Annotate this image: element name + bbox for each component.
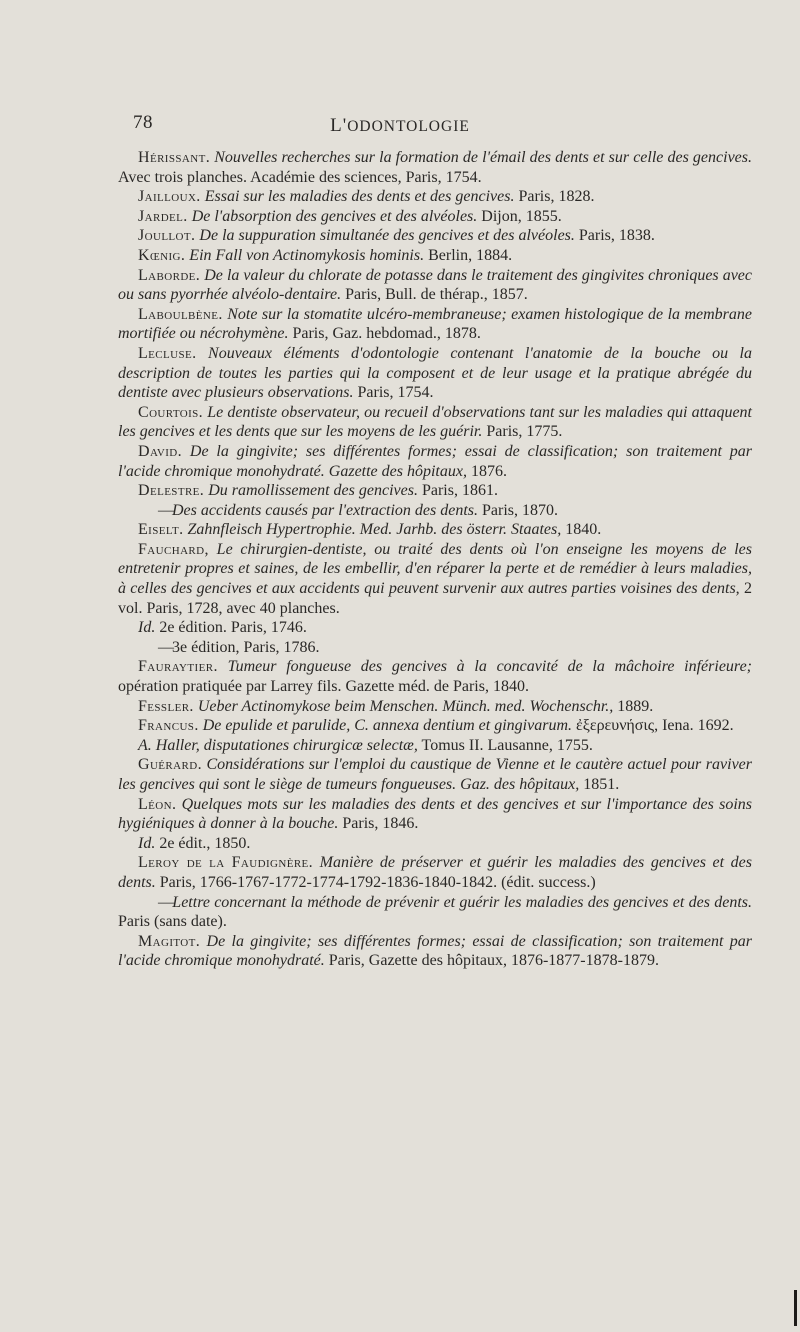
entry-author: Fauchard, <box>138 540 209 558</box>
bibliography-entry <box>118 755 752 794</box>
bibliography-entry <box>118 207 752 227</box>
running-title-rest: ODONTOLOGIE <box>347 118 470 135</box>
entry-details: Paris, Gazette des hôpitaux, 1876-1877-1878-1879. <box>328 952 659 970</box>
entry-author: Kœnig. <box>138 246 186 264</box>
entry-author: Francus. <box>138 717 199 735</box>
entry-title: Quelques mots sur les maladies des dents et des gencives et sur l'importance des soins hygiéniques à donner à la bouche. <box>118 795 752 833</box>
entry-author: Jardel. <box>138 207 188 225</box>
bibliography-entry <box>118 187 752 207</box>
entry-title: Considérations sur l'emploi du caustique de Vienne et le cautère actuel pour raviver les gencives qui sont le siège de tumeurs fongueuses. Gaz. des hôpitaux, <box>118 756 752 793</box>
entry-title: A. Haller, disputationes chirurgicæ selectæ, <box>138 736 418 754</box>
entry-details: Avec trois planches. Académie des sciences, Paris, 1754. <box>118 168 482 186</box>
bibliography-entry <box>118 344 752 403</box>
entry-title: Tumeur fongueuse des gencives à la concavité de la mâchoire inférieure; <box>227 658 752 676</box>
entry-details: 1889. <box>617 697 654 715</box>
entry-author: — <box>158 893 174 911</box>
bibliography-entry <box>118 442 752 481</box>
entry-title: De la valeur du chlorate de potasse dans le traitement des gingivites chroniques avec ou sans pyorrhée alvéolo-dentaire. <box>118 266 753 304</box>
entry-details: Berlin, 1884. <box>428 246 513 264</box>
entry-details: Paris, 1766-1767-1772-1774-1792-1836-1840-1842. (édit. success.) <box>159 873 596 891</box>
entry-details: Paris, 1754. <box>357 384 434 402</box>
entry-title: Nouvelles recherches sur la formation de l'émail des dents et sur celle des gencives. <box>214 149 753 166</box>
entry-details: 2 vol. Paris, 1728, avec 40 planches. <box>118 580 752 617</box>
entry-author: Magitot. <box>138 932 201 950</box>
entry-details: ἐξερευνήσις, Iena. 1692. <box>576 717 734 735</box>
entry-details: Paris, 1775. <box>486 423 563 441</box>
bibliography-entry <box>118 540 752 618</box>
entry-details: Paris, 1870. <box>482 501 559 519</box>
bibliography-entry <box>118 266 752 305</box>
entry-author: Leroy de la Faudignère. <box>138 854 314 872</box>
entry-title: De epulide et parulide, C. annexa dentium et gingivarum. <box>202 717 572 735</box>
entry-details: 3e édition, Paris, 1786. <box>172 638 320 656</box>
entry-author: Fessler. <box>138 697 194 715</box>
bibliography-entry <box>118 403 752 442</box>
entry-title: De la suppuration simultanée des gencives et des alvéoles. <box>199 227 575 245</box>
entry-title: Des accidents causés par l'extraction des dents. <box>172 501 479 519</box>
bibliography-entry <box>118 716 752 736</box>
bibliography-entry <box>118 932 752 971</box>
bibliography-entry <box>118 520 752 540</box>
bibliography-entry <box>118 481 752 501</box>
entry-title: De l'absorption des gencives et des alvéoles. <box>191 207 478 225</box>
margin-mark <box>794 1290 797 1326</box>
entry-details: 1851. <box>583 776 620 793</box>
bibliography-entry <box>118 697 752 717</box>
entry-author: Laboulbène. <box>138 305 223 323</box>
entry-title: De la gingivite; ses différentes formes; essai de classification; son traitement par l'acide chromique monohydraté. <box>118 932 752 970</box>
bibliography-entry <box>118 305 752 344</box>
entry-author: Joullot. <box>138 227 196 245</box>
entry-details: Paris, 1861. <box>421 482 498 500</box>
entry-author: Jailloux. <box>138 188 201 206</box>
page-number: 78 <box>133 112 153 133</box>
entry-title: Le dentiste observateur, ou recueil d'observations tant sur les maladies qui attaquent les gencives et les dents que sur les moyens de les guérir. <box>118 403 752 441</box>
entry-author: Fauraytier. <box>138 658 218 676</box>
bibliography-entry <box>118 853 752 892</box>
entry-details: 2e édit., 1850. <box>159 834 251 852</box>
entry-details: Dijon, 1855. <box>481 207 562 225</box>
bibliography-entry <box>118 148 752 187</box>
entry-author: Delestre. <box>138 482 205 500</box>
bibliography-entry <box>118 246 752 266</box>
bibliography-entry <box>118 226 752 246</box>
bibliography-entry <box>118 618 752 638</box>
entry-details: Paris, 1838. <box>578 227 655 245</box>
entry-author: Laborde. <box>138 266 201 284</box>
entry-details: opération pratiquée par Larrey fils. Gazette méd. de Paris, 1840. <box>118 678 529 696</box>
entry-details: Paris, 1846. <box>342 815 419 833</box>
entry-details: Paris, Bull. de thérap., 1857. <box>345 286 528 304</box>
entry-details: Paris (sans date). <box>118 913 227 931</box>
bibliography-entry <box>118 736 752 756</box>
running-title-initial: L' <box>330 115 348 136</box>
entry-title: Zahnfleisch Hypertrophie. Med. Jarhb. des österr. Staates, <box>187 521 562 539</box>
bibliography-entry <box>118 834 752 854</box>
entry-details: 1840. <box>565 521 602 539</box>
entry-title: Manière de préserver et guérir les maladies des gencives et des dents. <box>118 854 752 891</box>
entry-author: Eiselt. <box>138 521 184 539</box>
entry-details: 2e édition. Paris, 1746. <box>159 619 307 637</box>
bibliography-list <box>118 148 752 971</box>
bibliography-entry <box>118 893 752 932</box>
entry-author: David. <box>138 442 183 460</box>
entry-title: Ein Fall von Actinomykosis hominis. <box>189 246 425 264</box>
entry-title: Nouveaux éléments d'odontologie contenant l'anatomie de la bouche ou la description de toutes les parties qui la composent et de leur usage et la pratique abrégée du dentiste avec plusieurs observations. <box>118 344 753 402</box>
entry-title: Du ramollissement des gencives. <box>208 482 418 500</box>
entry-author: — <box>158 638 174 656</box>
entry-title: Id. <box>138 834 156 852</box>
entry-title: Ueber Actinomykose beim Menschen. Münch. med. Wochenschr., <box>197 697 614 715</box>
entry-details: Tomus II. Lausanne, 1755. <box>421 736 593 754</box>
bibliography-entry <box>118 657 752 696</box>
entry-title: Essai sur les maladies des dents et des gencives. <box>204 188 515 206</box>
entry-title: Note sur la stomatite ulcéro-membraneuse; examen histologique de la membrane mortifiée ou nécrohymène. <box>118 305 753 343</box>
running-title <box>0 115 800 137</box>
entry-title: Id. <box>138 619 156 637</box>
entry-details: Paris, Gaz. hebdomad., 1878. <box>292 325 481 343</box>
entry-details: Paris, 1828. <box>518 188 595 206</box>
entry-author: Courtois. <box>138 403 204 421</box>
entry-details: 1876. <box>470 462 507 480</box>
entry-author: Léon. <box>138 795 177 813</box>
entry-author: Hérissant. <box>138 149 211 166</box>
bibliography-entry <box>118 501 752 521</box>
entry-title: Lettre concernant la méthode de prévenir et guérir les maladies des gencives et des dents. <box>172 893 753 911</box>
entry-author: — <box>158 501 174 519</box>
bibliography-entry <box>118 795 752 834</box>
entry-author: Guérard. <box>138 756 202 774</box>
entry-title: De la gingivite; ses différentes formes; essai de classification; son traitement par l'acide chromique monohydraté. Gazette des hôpitaux, <box>118 442 753 480</box>
entry-author: Lecluse. <box>138 344 197 362</box>
bibliography-entry <box>118 638 752 658</box>
entry-title: Le chirurgien-dentiste, ou traité des dents où l'on enseigne les moyens de les entretenir propres et saines, de les embellir, d'en réparer la perte et de remédier à leurs maladies, à celles des gencives et aux accidents qui peuvent survenir aux autres parties voisines des dents, <box>118 540 753 598</box>
